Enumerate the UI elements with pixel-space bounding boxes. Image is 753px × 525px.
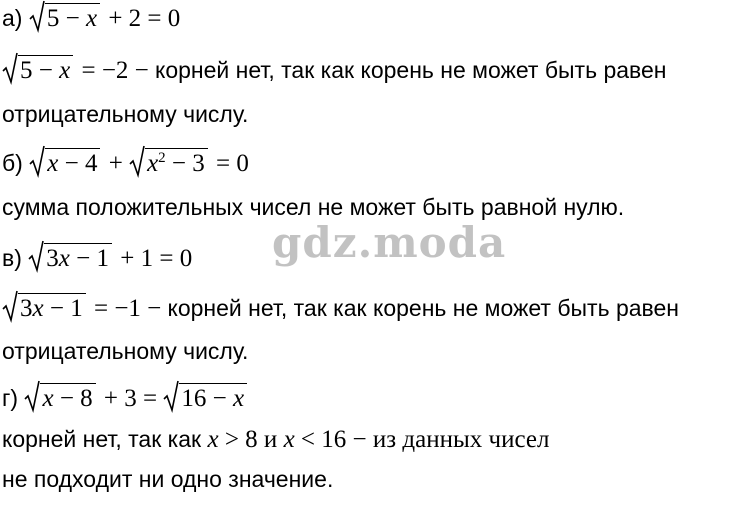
radicand: − 3 [165, 150, 205, 177]
variable: x [283, 426, 295, 453]
task-a-solution [2, 55, 666, 86]
variable: x [85, 5, 98, 32]
task-g-equation [2, 383, 249, 414]
operator: + [102, 150, 130, 177]
task-a-explanation-line2: отрицательному числу. [2, 101, 249, 127]
radicand: − 8 [53, 385, 93, 412]
variable: x [59, 57, 71, 84]
task-g-label: г) [2, 385, 19, 411]
exponent: 2 [158, 150, 166, 166]
variable: x [232, 385, 245, 412]
variable: x [47, 150, 59, 177]
radicand: 16 − [181, 385, 233, 412]
text: корней нет, так как [2, 426, 208, 452]
task-v-explanation-line2: отрицательному числу. [2, 338, 249, 364]
task-b-label: б) [2, 150, 23, 176]
sqrt [29, 148, 100, 179]
sqrt [163, 383, 247, 414]
radicand: − 1 [69, 245, 109, 272]
task-a-formula [29, 5, 180, 32]
task-v-label: в) [2, 245, 22, 271]
equation-middle: + 3 = [97, 385, 164, 412]
variable: x [42, 385, 54, 412]
task-b-explanation: сумма положительных чисел не может быть равной нулю. [2, 194, 625, 220]
task-a-equation [2, 3, 180, 34]
task-a-explanation: корней нет, так как корень не может быть равен [155, 57, 667, 83]
equation-rest: + 2 = 0 [102, 5, 181, 32]
task-v-solution-formula [2, 295, 168, 322]
sqrt [2, 55, 73, 86]
task-a-label: а) [2, 5, 23, 31]
sqrt [24, 383, 95, 414]
coefficient: 3 [20, 295, 33, 322]
radicand: 5 − [46, 5, 86, 32]
radicand: − 4 [58, 150, 98, 177]
radicand: 5 − [20, 57, 60, 84]
watermark-logo: gdz.moda [272, 218, 507, 267]
variable: x [58, 245, 70, 272]
sqrt [2, 293, 86, 324]
equation-rest: + 1 = 0 [114, 245, 193, 272]
task-v-equation [2, 243, 192, 274]
sqrt [129, 148, 208, 179]
equation-rest: = −2 − [75, 57, 156, 84]
coefficient: 3 [46, 245, 59, 272]
task-v-explanation: корней нет, так как корень не может быть равен [167, 295, 679, 321]
task-g-formula [24, 385, 249, 412]
task-g-explanation-line2: не подходит ни одно значение. [2, 466, 334, 492]
variable: x [147, 150, 159, 177]
task-b-formula [29, 150, 249, 177]
equation-rest: = −1 − [87, 295, 168, 322]
task-a-solution-formula [2, 57, 155, 84]
inequality: < 16 − из данных чисел [294, 426, 550, 453]
sqrt [28, 243, 112, 274]
inequality: > 8 и [218, 426, 284, 453]
variable: x [207, 426, 219, 453]
task-v-solution [2, 293, 679, 324]
equation-rest: = 0 [209, 150, 249, 177]
variable: x [32, 295, 44, 322]
radicand: − 1 [43, 295, 83, 322]
task-v-formula [28, 245, 192, 272]
sqrt [29, 3, 100, 34]
task-b-equation [2, 148, 249, 179]
task-g-explanation [2, 424, 549, 455]
